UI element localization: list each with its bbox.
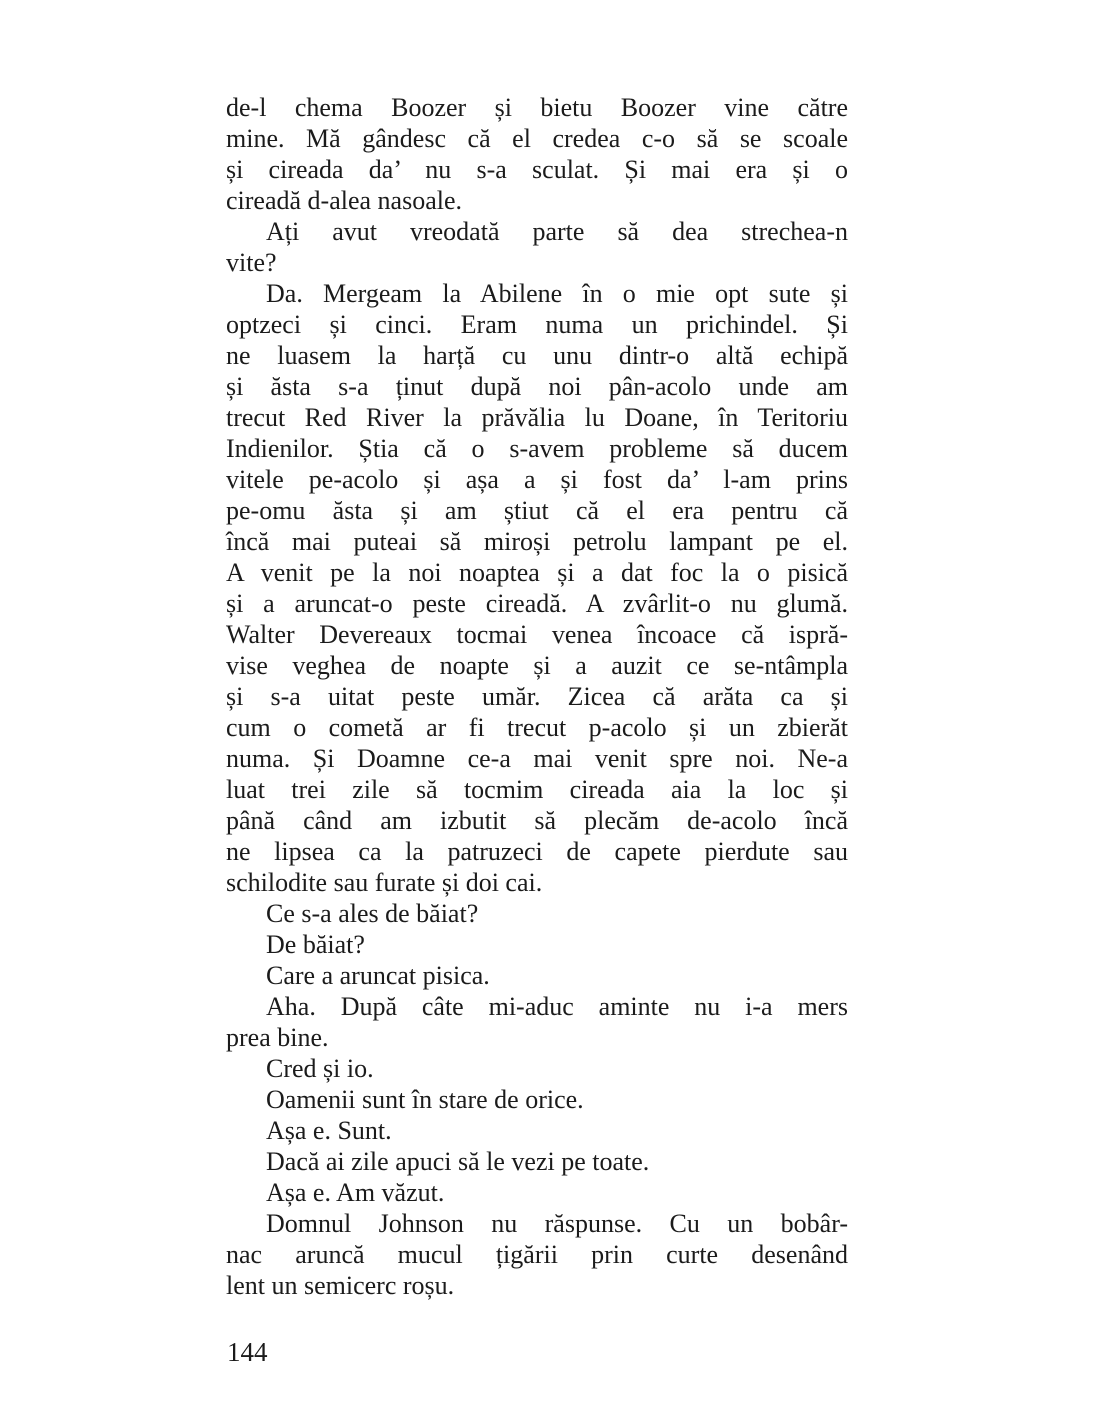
paragraph xyxy=(226,1084,848,1115)
text-line: și cireada da’ nu s-a sculat. Și mai era și o xyxy=(226,155,848,184)
text-line: Ce s-a ales de băiat? xyxy=(266,899,479,928)
text-line: luat trei zile să tocmim cireada aia la loc și xyxy=(226,775,848,804)
paragraph xyxy=(226,929,848,960)
paragraph xyxy=(226,1208,848,1301)
paragraph xyxy=(226,960,848,991)
text-line: Walter Devereaux tocmai venea încoace că ispră- xyxy=(226,620,848,649)
text-line: optzeci și cinci. Eram numa un prichindel. Și xyxy=(226,310,848,339)
text-line: lent un semicerc roșu. xyxy=(226,1271,455,1300)
text-line: pe-omu ăsta și am știut că el era pentru că xyxy=(226,496,848,525)
text-line: vite? xyxy=(226,248,277,277)
text-line: mine. Mă gândesc că el credea c-o să se scoale xyxy=(226,124,848,153)
text-line: nac aruncă mucul țigării prin curte desenând xyxy=(226,1240,848,1269)
page-number: 144 xyxy=(227,1337,268,1367)
text-line: Ați avut vreodată parte să dea strechea-n xyxy=(266,217,848,246)
paragraph xyxy=(226,1177,848,1208)
text-line: trecut Red River la prăvălia lu Doane, în Teritoriu xyxy=(226,403,848,432)
paragraph xyxy=(226,1053,848,1084)
paragraph xyxy=(226,991,848,1053)
text-line: A venit pe la noi noaptea și a dat foc la o pisică xyxy=(226,558,848,587)
text-line: și s-a uitat peste umăr. Zicea că arăta ca și xyxy=(226,682,848,711)
text-line: schilodite sau furate și doi cai. xyxy=(226,868,543,897)
text-line: cum o cometă ar fi trecut p-acolo și un zbierăt xyxy=(226,713,848,742)
text-line: vise veghea de noapte și a auzit ce se-ntâmpla xyxy=(226,651,848,680)
text-line: încă mai puteai să miroși petrolu lampant pe el. xyxy=(226,527,848,556)
paragraph xyxy=(226,92,848,216)
paragraph xyxy=(226,1146,848,1177)
body-text xyxy=(226,92,848,1301)
text-line: și a aruncat-o peste cireadă. A zvârlit-o nu glumă. xyxy=(226,589,848,618)
text-line: ne lipsea ca la patruzeci de capete pierdute sau xyxy=(226,837,848,866)
text-line: numa. Și Doamne ce-a mai venit spre noi. Ne-a xyxy=(226,744,848,773)
text-line: Dacă ai zile apuci să le vezi pe toate. xyxy=(266,1147,650,1176)
text-line: de-l chema Boozer și bietu Boozer vine către xyxy=(226,93,848,122)
text-line: Domnul Johnson nu răspunse. Cu un bobâr- xyxy=(266,1209,848,1238)
text-line: Care a aruncat pisica. xyxy=(266,961,490,990)
paragraph xyxy=(226,898,848,929)
text-line: Da. Mergeam la Abilene în o mie opt sute și xyxy=(266,279,848,308)
text-line: Așa e. Sunt. xyxy=(266,1116,392,1145)
paragraph xyxy=(226,216,848,278)
text-line: Oamenii sunt în stare de orice. xyxy=(266,1085,584,1114)
text-line: ne luasem la harță cu unu dintr-o altă echipă xyxy=(226,341,848,370)
text-line: Cred și io. xyxy=(266,1054,374,1083)
text-line: prea bine. xyxy=(226,1023,329,1052)
text-line: și ăsta s-a ținut după noi pân-acolo unde am xyxy=(226,372,848,401)
text-line: până când am izbutit să plecăm de-acolo încă xyxy=(226,806,848,835)
text-line: Așa e. Am văzut. xyxy=(266,1178,445,1207)
paragraph xyxy=(226,278,848,898)
text-line: Aha. După câte mi-aduc aminte nu i-a mers xyxy=(266,992,848,1021)
paragraph xyxy=(226,1115,848,1146)
text-line: De băiat? xyxy=(266,930,365,959)
text-line: cireadă d-alea nasoale. xyxy=(226,186,463,215)
text-line: Indienilor. Știa că o s-avem probleme să ducem xyxy=(226,434,848,463)
text-line: vitele pe-acolo și așa a și fost da’ l-am prins xyxy=(226,465,848,494)
